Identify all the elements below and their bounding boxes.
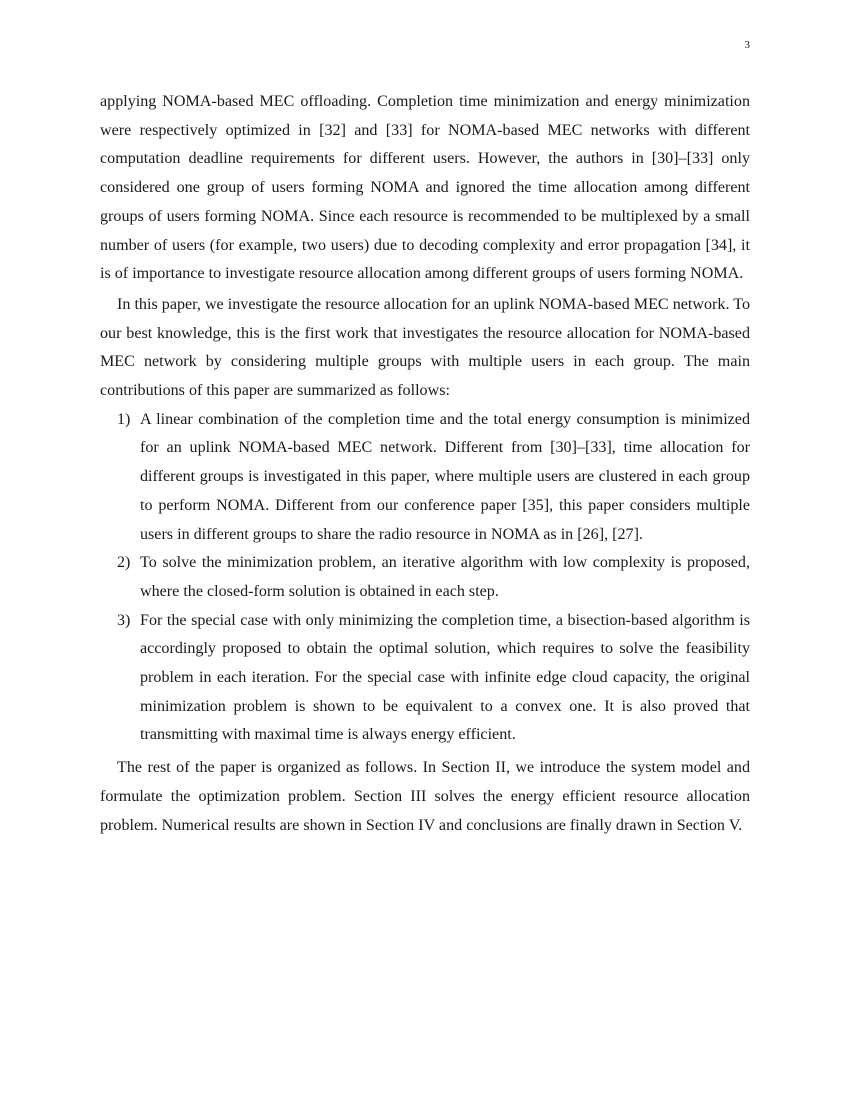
contribution-number: 2) (117, 554, 131, 572)
contribution-text: For the special case with only minimizing the completion time, a bisection-based algorithm is accordingly proposed to obtain the optimal solution, which requires to solve the feasibility problem in each iteration. For the special case with infinite edge cloud capacity, the original minimization problem is shown to be equivalent to a convex one. It is also proved that transmitting with maximal time is always energy efficient. (140, 611, 750, 744)
contribution-text: A linear combination of the completion time and the total energy consumption is minimized for an uplink NOMA-based MEC network. Different from [30]–[33], time allocation for different groups is investigated in this paper, where multiple users are clustered in each group to perform NOMA. Different from our conference paper [35], this paper considers multiple users in different groups to share the radio resource in NOMA as in [26], [27]. (140, 410, 750, 543)
paragraph-related-work: applying NOMA-based MEC offloading. Completion time minimization and energy minimization were respectively optimized in [32] and [33] for NOMA-based MEC networks with different computation deadline requirements for different users. However, the authors in [30]–[33] only considered one group of users forming NOMA and ignored the time allocation among different groups of users forming NOMA. Since each resource is recommended to be multiplexed by a small number of users (for example, two users) due to decoding complexity and error propagation [34], it is of importance to investigate resource allocation among different groups of users forming NOMA. (100, 93, 750, 283)
contributions-list (100, 406, 750, 750)
contribution-item-1 (100, 406, 750, 550)
contribution-number: 1) (117, 410, 131, 428)
contribution-number: 3) (117, 611, 131, 629)
contribution-text: To solve the minimization problem, an iterative algorithm with low complexity is proposed, where the closed-form solution is obtained in each step. (140, 554, 750, 600)
contribution-item-3 (100, 607, 750, 751)
contribution-item-2 (100, 549, 750, 606)
paragraph-organization: The rest of the paper is organized as follows. In Section II, we introduce the system model and formulate the optimization problem. Section III solves the energy efficient resource allocation problem. Numerical results are shown in Section IV and conclusions are finally drawn in Section V. (100, 759, 750, 834)
page-number: 3 (744, 39, 750, 51)
page-body (100, 88, 750, 840)
paragraph-introduction: In this paper, we investigate the resource allocation for an uplink NOMA-based MEC network. To our best knowledge, this is the first work that investigates the resource allocation for NOMA-based MEC network by considering multiple groups with multiple users in each group. The main contributions of this paper are summarized as follows: (100, 295, 750, 400)
